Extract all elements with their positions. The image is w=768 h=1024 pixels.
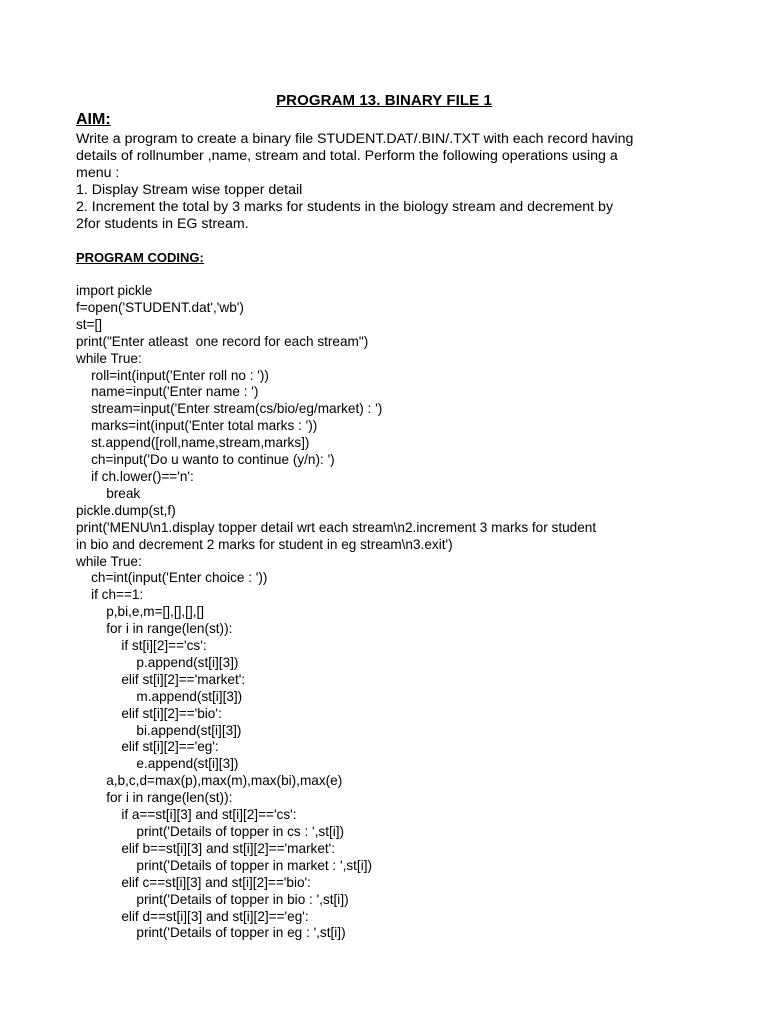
code-line: marks=int(input('Enter total marks : ')) — [76, 418, 318, 434]
code-block — [76, 283, 736, 942]
code-line: print('Details of topper in market : ',st[i]) — [76, 857, 373, 873]
code-line: if st[i][2]=='cs': — [76, 638, 207, 654]
aim-paragraph — [76, 131, 726, 233]
aim-line: 2. Increment the total by 3 marks for students in the biology stream and decrement by — [76, 199, 614, 215]
aim-line: 2for students in EG stream. — [76, 216, 249, 232]
code-line: elif d==st[i][3] and st[i][2]=='eg': — [76, 908, 309, 924]
code-line: in bio and decrement 2 marks for student in eg stream\n3.exit') — [76, 536, 453, 552]
code-line: print('MENU\n1.display topper detail wrt each stream\n2.increment 3 marks for student — [76, 519, 597, 535]
code-line: if ch==1: — [76, 587, 144, 603]
aim-line: 1. Display Stream wise topper detail — [76, 182, 303, 198]
code-line: if ch.lower()=='n': — [76, 468, 194, 484]
code-line: elif b==st[i][3] and st[i][2]=='market': — [76, 840, 336, 856]
code-line: a,b,c,d=max(p),max(m),max(bi),max(e) — [76, 773, 343, 789]
code-line: f=open('STUDENT.dat','wb') — [76, 299, 244, 315]
code-line: st=[] — [76, 316, 103, 332]
code-line: pickle.dump(st,f) — [76, 502, 176, 518]
code-line: name=input('Enter name : ') — [76, 384, 259, 400]
code-line: p,bi,e,m=[],[],[],[] — [76, 604, 205, 620]
code-line: elif c==st[i][3] and st[i][2]=='bio': — [76, 874, 311, 890]
code-line: print('Details of topper in bio : ',st[i]) — [76, 891, 349, 907]
code-line: elif st[i][2]=='market': — [76, 671, 246, 687]
page-title: PROGRAM 13. BINARY FILE 1 — [276, 92, 492, 109]
code-line: for i in range(len(st)): — [76, 790, 233, 806]
code-line: p.append(st[i][3]) — [76, 654, 239, 670]
aim-heading: AIM: — [76, 111, 111, 128]
code-line: break — [76, 485, 141, 501]
code-line: for i in range(len(st)): — [76, 621, 233, 637]
aim-line: details of rollnumber ,name, stream and total. Perform the following operations using a — [76, 148, 618, 164]
code-line: elif st[i][2]=='eg': — [76, 739, 219, 755]
code-line: print("Enter atleast one record for each stream") — [76, 333, 369, 349]
code-line: while True: — [76, 350, 142, 366]
code-line: print('Details of topper in cs : ',st[i]) — [76, 824, 345, 839]
code-line: while True: — [76, 553, 142, 569]
code-line: print('Details of topper in eg : ',st[i]) — [76, 925, 346, 941]
code-line: roll=int(input('Enter roll no : ')) — [76, 367, 269, 383]
code-line: stream=input('Enter stream(cs/bio/eg/market) : ') — [76, 401, 383, 417]
code-line: elif st[i][2]=='bio': — [76, 705, 222, 721]
code-line: ch=int(input('Enter choice : ')) — [76, 570, 268, 586]
code-line: if a==st[i][3] and st[i][2]=='cs': — [76, 807, 297, 823]
code-line: ch=input('Do u wanto to continue (y/n): ') — [76, 452, 335, 468]
code-line: e.append(st[i][3]) — [76, 756, 239, 772]
code-line: bi.append(st[i][3]) — [76, 722, 242, 738]
program-coding-heading: PROGRAM CODING: — [76, 250, 204, 265]
code-line: m.append(st[i][3]) — [76, 688, 243, 704]
code-line: import pickle — [76, 283, 153, 298]
code-line: st.append([roll,name,stream,marks]) — [76, 435, 310, 451]
aim-line: Write a program to create a binary file STUDENT.DAT/.BIN/.TXT with each record having — [76, 131, 634, 147]
aim-line: menu : — [76, 165, 120, 181]
